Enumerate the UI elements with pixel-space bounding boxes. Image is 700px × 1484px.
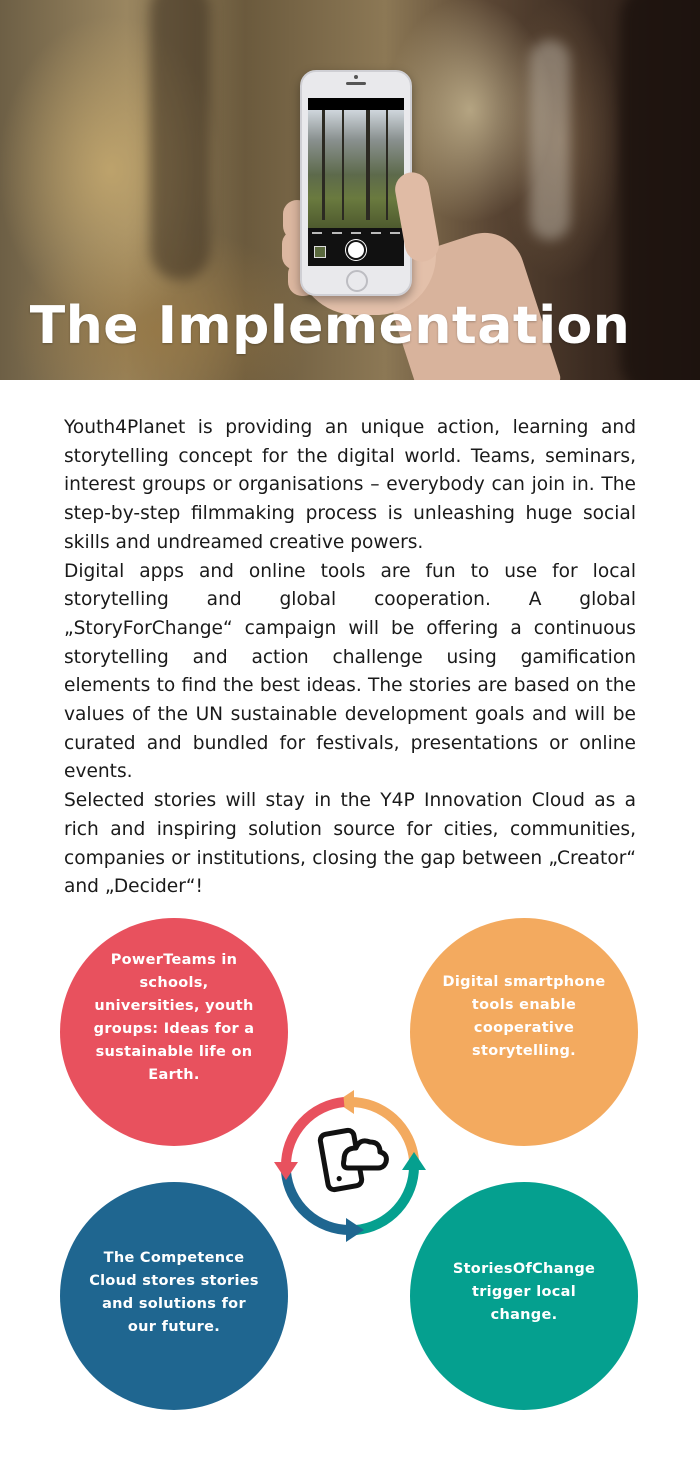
- shutter-button-icon: [348, 242, 364, 258]
- paragraph: Selected stories will stay in the Y4P Innovation Cloud as a rich and inspiring solution source for cities, communities, companies or institutions, closing the gap between „Creator“ and „Decider“!: [64, 790, 636, 898]
- camera-viewfinder: [308, 110, 404, 228]
- circle-text: The Competence Cloud stores stories and solutions for our future.: [89, 1250, 259, 1335]
- phone-screen: [308, 98, 404, 266]
- camera-modes: [312, 230, 400, 236]
- cycle-arrowhead-red: [274, 1162, 298, 1180]
- front-camera: [354, 75, 358, 79]
- body-text: [64, 414, 636, 902]
- home-button-icon: [346, 270, 368, 292]
- page-title: The Implementation: [29, 296, 631, 356]
- tree-trunk: [530, 40, 570, 240]
- circle-competence-cloud: [60, 1182, 288, 1410]
- circle-text: Digital smartphone tools enable cooperative storytelling.: [442, 974, 606, 1059]
- photo-thumbnail: [314, 246, 326, 258]
- cycle-diagram: [274, 1090, 426, 1242]
- circle-text: PowerTeams in schools, universities, youth groups: Ideas for a sustainable life on Earth.: [93, 952, 255, 1083]
- phone-speaker: [346, 82, 366, 85]
- paragraph: Youth4Planet is providing an unique action, learning and storytelling concept for the digital world. Teams, seminars, interest groups or organisations – everybody can join in. The step-by-step filmmaking process is unleashing huge social skills and undreamed creative powers.: [64, 417, 636, 553]
- circle-text: StoriesOfChange trigger local change.: [452, 1260, 596, 1323]
- cycle-arrow-teal: [356, 1166, 414, 1230]
- hero-image: [0, 0, 700, 380]
- circle-digital-tools: [410, 918, 638, 1146]
- cycle-arrowhead-teal: [402, 1152, 426, 1170]
- tree-trunk: [150, 0, 210, 280]
- phone-cloud-icon: [319, 1129, 386, 1190]
- circle-powerteams: [60, 918, 288, 1146]
- paragraph: Digital apps and online tools are fun to use for local storytelling and global cooperation. A global „StoryForChange“ campaign will be offering a continuous storytelling and action challenge using gamification elements to find the best ideas. The stories are based on the values of the UN sustainable development goals and will be curated and bundled for festivals, presentations or online events.: [64, 560, 636, 783]
- circle-stories-of-change: [410, 1182, 638, 1410]
- cycle-arrowhead-blue: [346, 1218, 364, 1242]
